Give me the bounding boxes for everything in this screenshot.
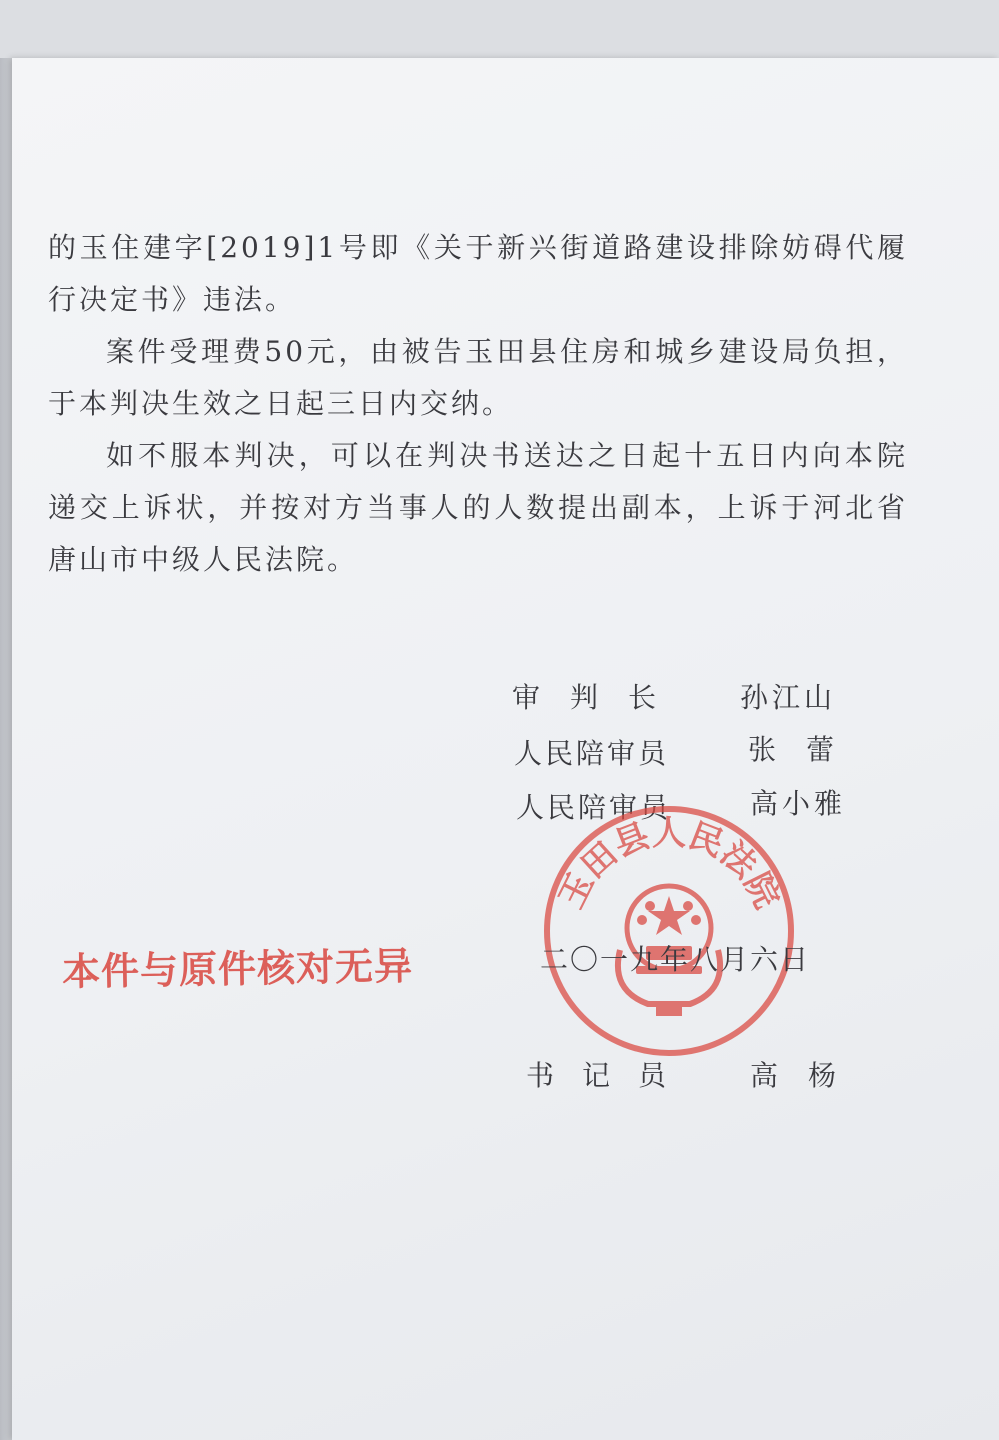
clerk-name: 高杨 [750,1059,867,1092]
emblem-star-icon [648,896,690,935]
signature-name-chief-judge: 孙江山 [740,681,837,714]
signature-name-juror-1: 张蕾 [748,733,865,766]
court-seal [538,800,800,1062]
copy-verification-stamp: 本件与原件核对无异 [61,943,414,995]
signature-title-juror-1: 人民陪审员 [514,737,670,770]
paragraph-appeal-notice: 如不服本判决，可以在判决书送达之日起十五日内向本院递交上诉状，并按对方当事人的人数提出副本，上诉于河北省唐山市中级人民法院。 [48,439,908,576]
judgment-date: 二〇一九年八月六日 [540,943,811,976]
judgment-body [48,222,908,586]
seal-text: 玉田县人民法院 [551,813,787,915]
paragraph-case-fee: 案件受理费50元，由被告玉田县住房和城乡建设局负担，于本判决生效之日起三日内交纳。 [48,335,908,420]
signature-title-juror-2: 人民陪审员 [516,791,672,824]
paragraph-ruling-end: 的玉住建字[2019]1号即《关于新兴街道路建设排除妨碍代履行决定书》违法。 [48,231,908,316]
clerk-title: 书记员 [526,1059,695,1092]
signature-name-juror-2: 高小雅 [750,787,847,820]
signature-title-chief-judge: 审判长 [512,681,687,714]
